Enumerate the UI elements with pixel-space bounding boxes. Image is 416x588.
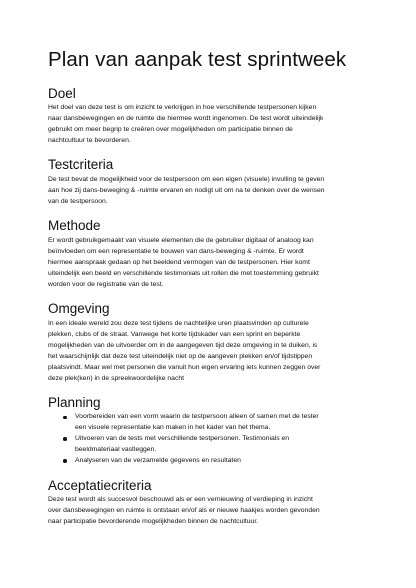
paragraph-line: worden voor de registratie van de test.	[48, 280, 164, 288]
heading-acceptatiecriteria: Acceptatiecriteria	[48, 478, 152, 493]
paragraph-line: beïnvloeden om een representatie te bouwen van dans-beweging & -ruimte. Er wordt	[48, 247, 304, 255]
paragraph-testcriteria	[48, 175, 370, 208]
heading-doel: Doel	[48, 86, 76, 101]
paragraph-line: deze plek(ken) in de spreekwoordelijke nacht	[48, 374, 185, 382]
heading-omgeving: Omgeving	[48, 301, 110, 316]
paragraph-line: hiermee aanspraak gedaan op het beeldend vermogen van de testpersonen. Hier komt	[48, 258, 310, 266]
paragraph-line: In een ideale wereld zou deze test tijdens de nachtelijke uren plaatsvinden op culturele	[48, 320, 309, 327]
list-item-line: beeldmateriaal vastleggen.	[75, 445, 157, 453]
document-title: Plan van aanpak test sprintweek	[48, 48, 347, 71]
paragraph-line: uiteindelijk een beeld en verschillende testimonials uit rollen die met toestemming gebruikt	[48, 269, 319, 277]
paragraph-line: nachtcultuur te bevorderen.	[48, 136, 131, 144]
list-item-line: Analyseren van de verzamelde gegevens en resultaten	[75, 456, 241, 464]
paragraph-line: het waarschijnlijk dat deze test uiteindelijk niet op de aangeven plekken en/of tijdstippen	[48, 352, 313, 360]
paragraph-line: over dansbewegingen en ruimte is ontstaan en/of als er nieuwe haakjes worden gevonden	[48, 506, 320, 514]
heading-testcriteria: Testcriteria	[48, 157, 114, 172]
list-item	[61, 456, 381, 467]
paragraph-line: Er wordt gebruikgemaakt van visuele elementen die de gebruiker digitaal of analoog kan	[48, 237, 314, 244]
paragraph-line: plaatsvindt. Maar wel met personen die vanuit hun eigen ervaring iets kunnen zeggen over	[48, 363, 321, 371]
paragraph-line: Deze test wordt als succesvol beschouwd als er een vernieuwing of verdieping in inzicht	[48, 496, 313, 503]
paragraph-line: Het doel van deze test is om inzicht te verkrijgen in hoe verschillende testpersonen kijken	[48, 104, 317, 111]
paragraph-acceptatiecriteria	[48, 495, 370, 528]
paragraph-doel	[48, 103, 370, 147]
paragraph-line: plekken, clubs of de straat. Vanwege het korte tijdskader van een sprint en beperkte	[48, 330, 301, 338]
heading-planning: Planning	[48, 395, 101, 410]
paragraph-line: mogelijkheden van de uitvoerder om in de aangegeven tijd deze omgeving in te duiken, is	[48, 341, 318, 349]
list-item	[61, 412, 381, 434]
paragraph-line: aan hoe zij dans-beweging & -ruimte ervaren en nodigt uit om na te denken over de wensen	[48, 186, 325, 194]
list-item	[61, 434, 381, 456]
paragraph-methode	[48, 236, 370, 291]
heading-methode: Methode	[48, 218, 101, 233]
planning-list	[61, 412, 381, 467]
bullet-icon	[63, 459, 67, 463]
paragraph-line: naar participatie bevorderende mogelijkheden binnen de nachtcultuur.	[48, 517, 259, 525]
bullet-icon	[63, 437, 67, 441]
paragraph-omgeving	[48, 319, 370, 384]
paragraph-line: De test bevat de mogelijkheid voor de testpersoon om een eigen (visuele) invulling te geven	[48, 176, 325, 183]
list-item-line: Uitvoeren van de tests met verschillende testpersonen. Testimonials en	[75, 434, 290, 442]
paragraph-line: gebruikt om meer begrip te creëren over mogelijkheden om participatie binnen de	[48, 125, 293, 133]
list-item-line: een visuele representatie kan maken in het kader van het thema.	[75, 423, 271, 431]
paragraph-line: van de testpersoon.	[48, 197, 108, 205]
paragraph-line: naar dansbewegingen en de ruimte die hiermee wordt ingenomen. De test wordt uiteindelijk	[48, 114, 324, 122]
bullet-icon	[63, 416, 67, 420]
list-item-line: Voorbereiden van een vorm waarin de testpersoon alleen of samen met de tester	[75, 413, 319, 420]
